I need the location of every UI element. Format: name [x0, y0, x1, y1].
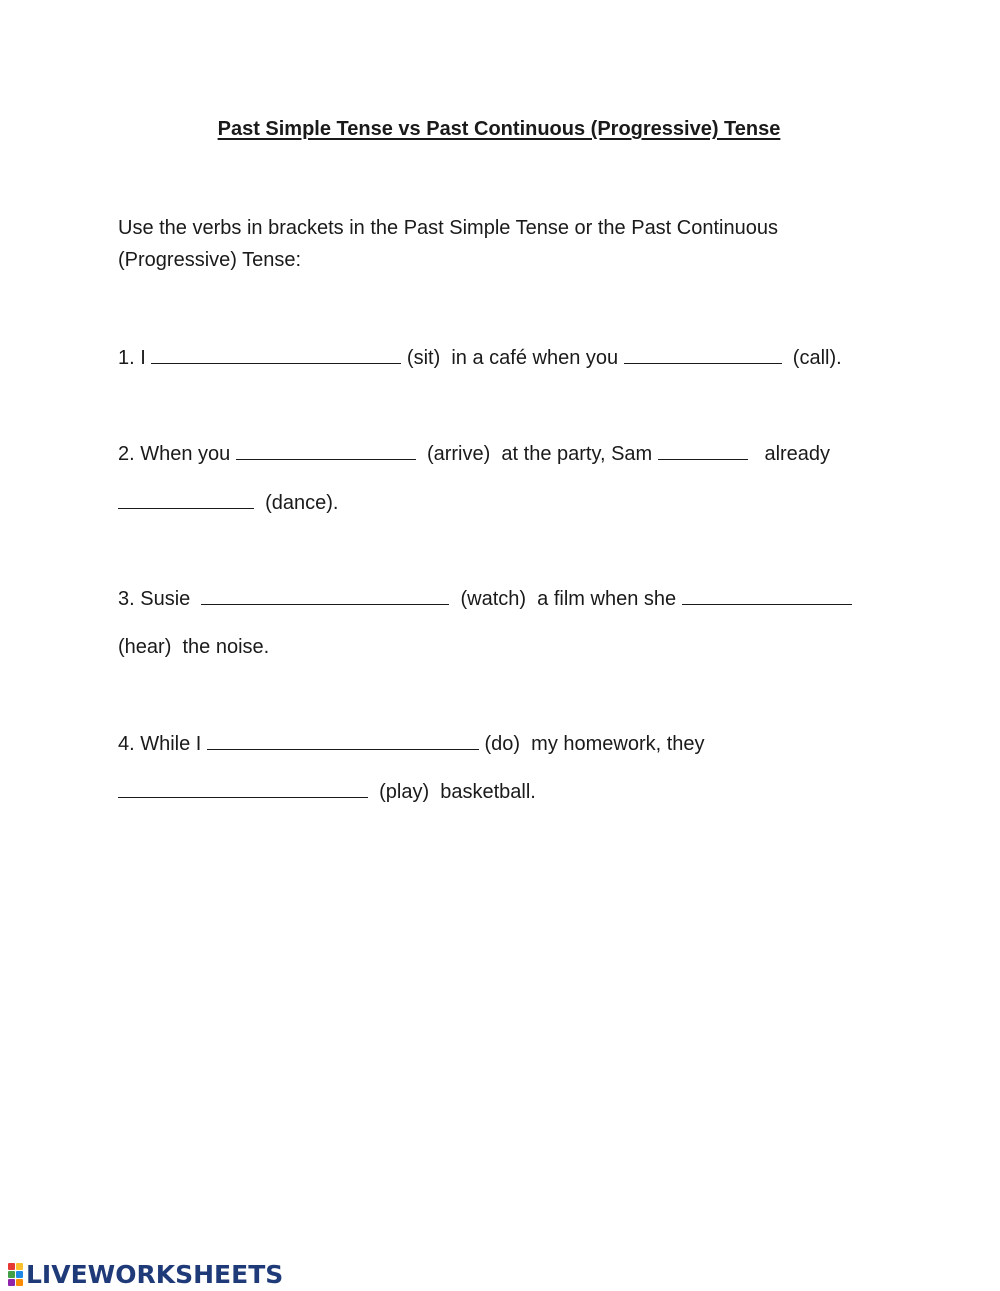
- question-4-end: (play) basketball.: [368, 781, 536, 803]
- question-2-cont: [118, 490, 338, 515]
- answer-blank-4a[interactable]: [207, 731, 479, 750]
- question-2-end: (dance).: [254, 492, 339, 514]
- answer-blank-2a[interactable]: [236, 441, 416, 460]
- answer-blank-2b[interactable]: [658, 441, 748, 460]
- question-1-middle: (sit) in a café when you: [401, 347, 624, 369]
- answer-blank-3b[interactable]: [682, 586, 852, 605]
- answer-blank-4b[interactable]: [118, 779, 368, 798]
- logo-block: [16, 1271, 23, 1278]
- logo-blocks-icon: [8, 1263, 23, 1286]
- question-3-middle: (watch) a film when she: [449, 588, 682, 610]
- worksheet-title: Past Simple Tense vs Past Continuous (Progressive) Tense: [217, 118, 781, 140]
- answer-blank-2c[interactable]: [118, 490, 254, 509]
- instructions-line-1: Use the verbs in brackets in the Past Simple Tense or the Past Continuous: [118, 217, 778, 239]
- logo-block: [8, 1279, 15, 1286]
- question-4-cont: [118, 779, 536, 804]
- answer-blank-3a[interactable]: [201, 586, 449, 605]
- question-1-end: (call).: [781, 347, 842, 369]
- question-1-prefix: 1. I: [118, 347, 152, 369]
- answer-blank-1a[interactable]: [151, 345, 401, 364]
- logo-block: [16, 1263, 23, 1270]
- instructions-line-2: (Progressive) Tense:: [118, 249, 302, 271]
- liveworksheets-logo: [8, 1259, 283, 1289]
- logo-text: LIVEWORKSHEETS: [26, 1259, 284, 1289]
- question-2-middle-2: already: [747, 443, 831, 465]
- question-4-prefix: 4. While I: [118, 733, 207, 755]
- question-3-end: (hear) the noise.: [118, 636, 270, 658]
- question-2-prefix: 2. When you: [118, 443, 236, 465]
- question-3-prefix: 3. Susie: [118, 588, 202, 610]
- logo-block: [16, 1279, 23, 1286]
- logo-block: [8, 1271, 15, 1278]
- question-4-middle: (do) my homework, they: [478, 733, 705, 755]
- question-3: [118, 586, 852, 611]
- question-4: [118, 731, 705, 756]
- logo-block: [8, 1263, 15, 1270]
- answer-blank-1b[interactable]: [624, 345, 782, 364]
- question-1: [118, 345, 842, 370]
- question-2-middle: (arrive) at the party, Sam: [415, 443, 658, 465]
- question-2: [118, 441, 830, 466]
